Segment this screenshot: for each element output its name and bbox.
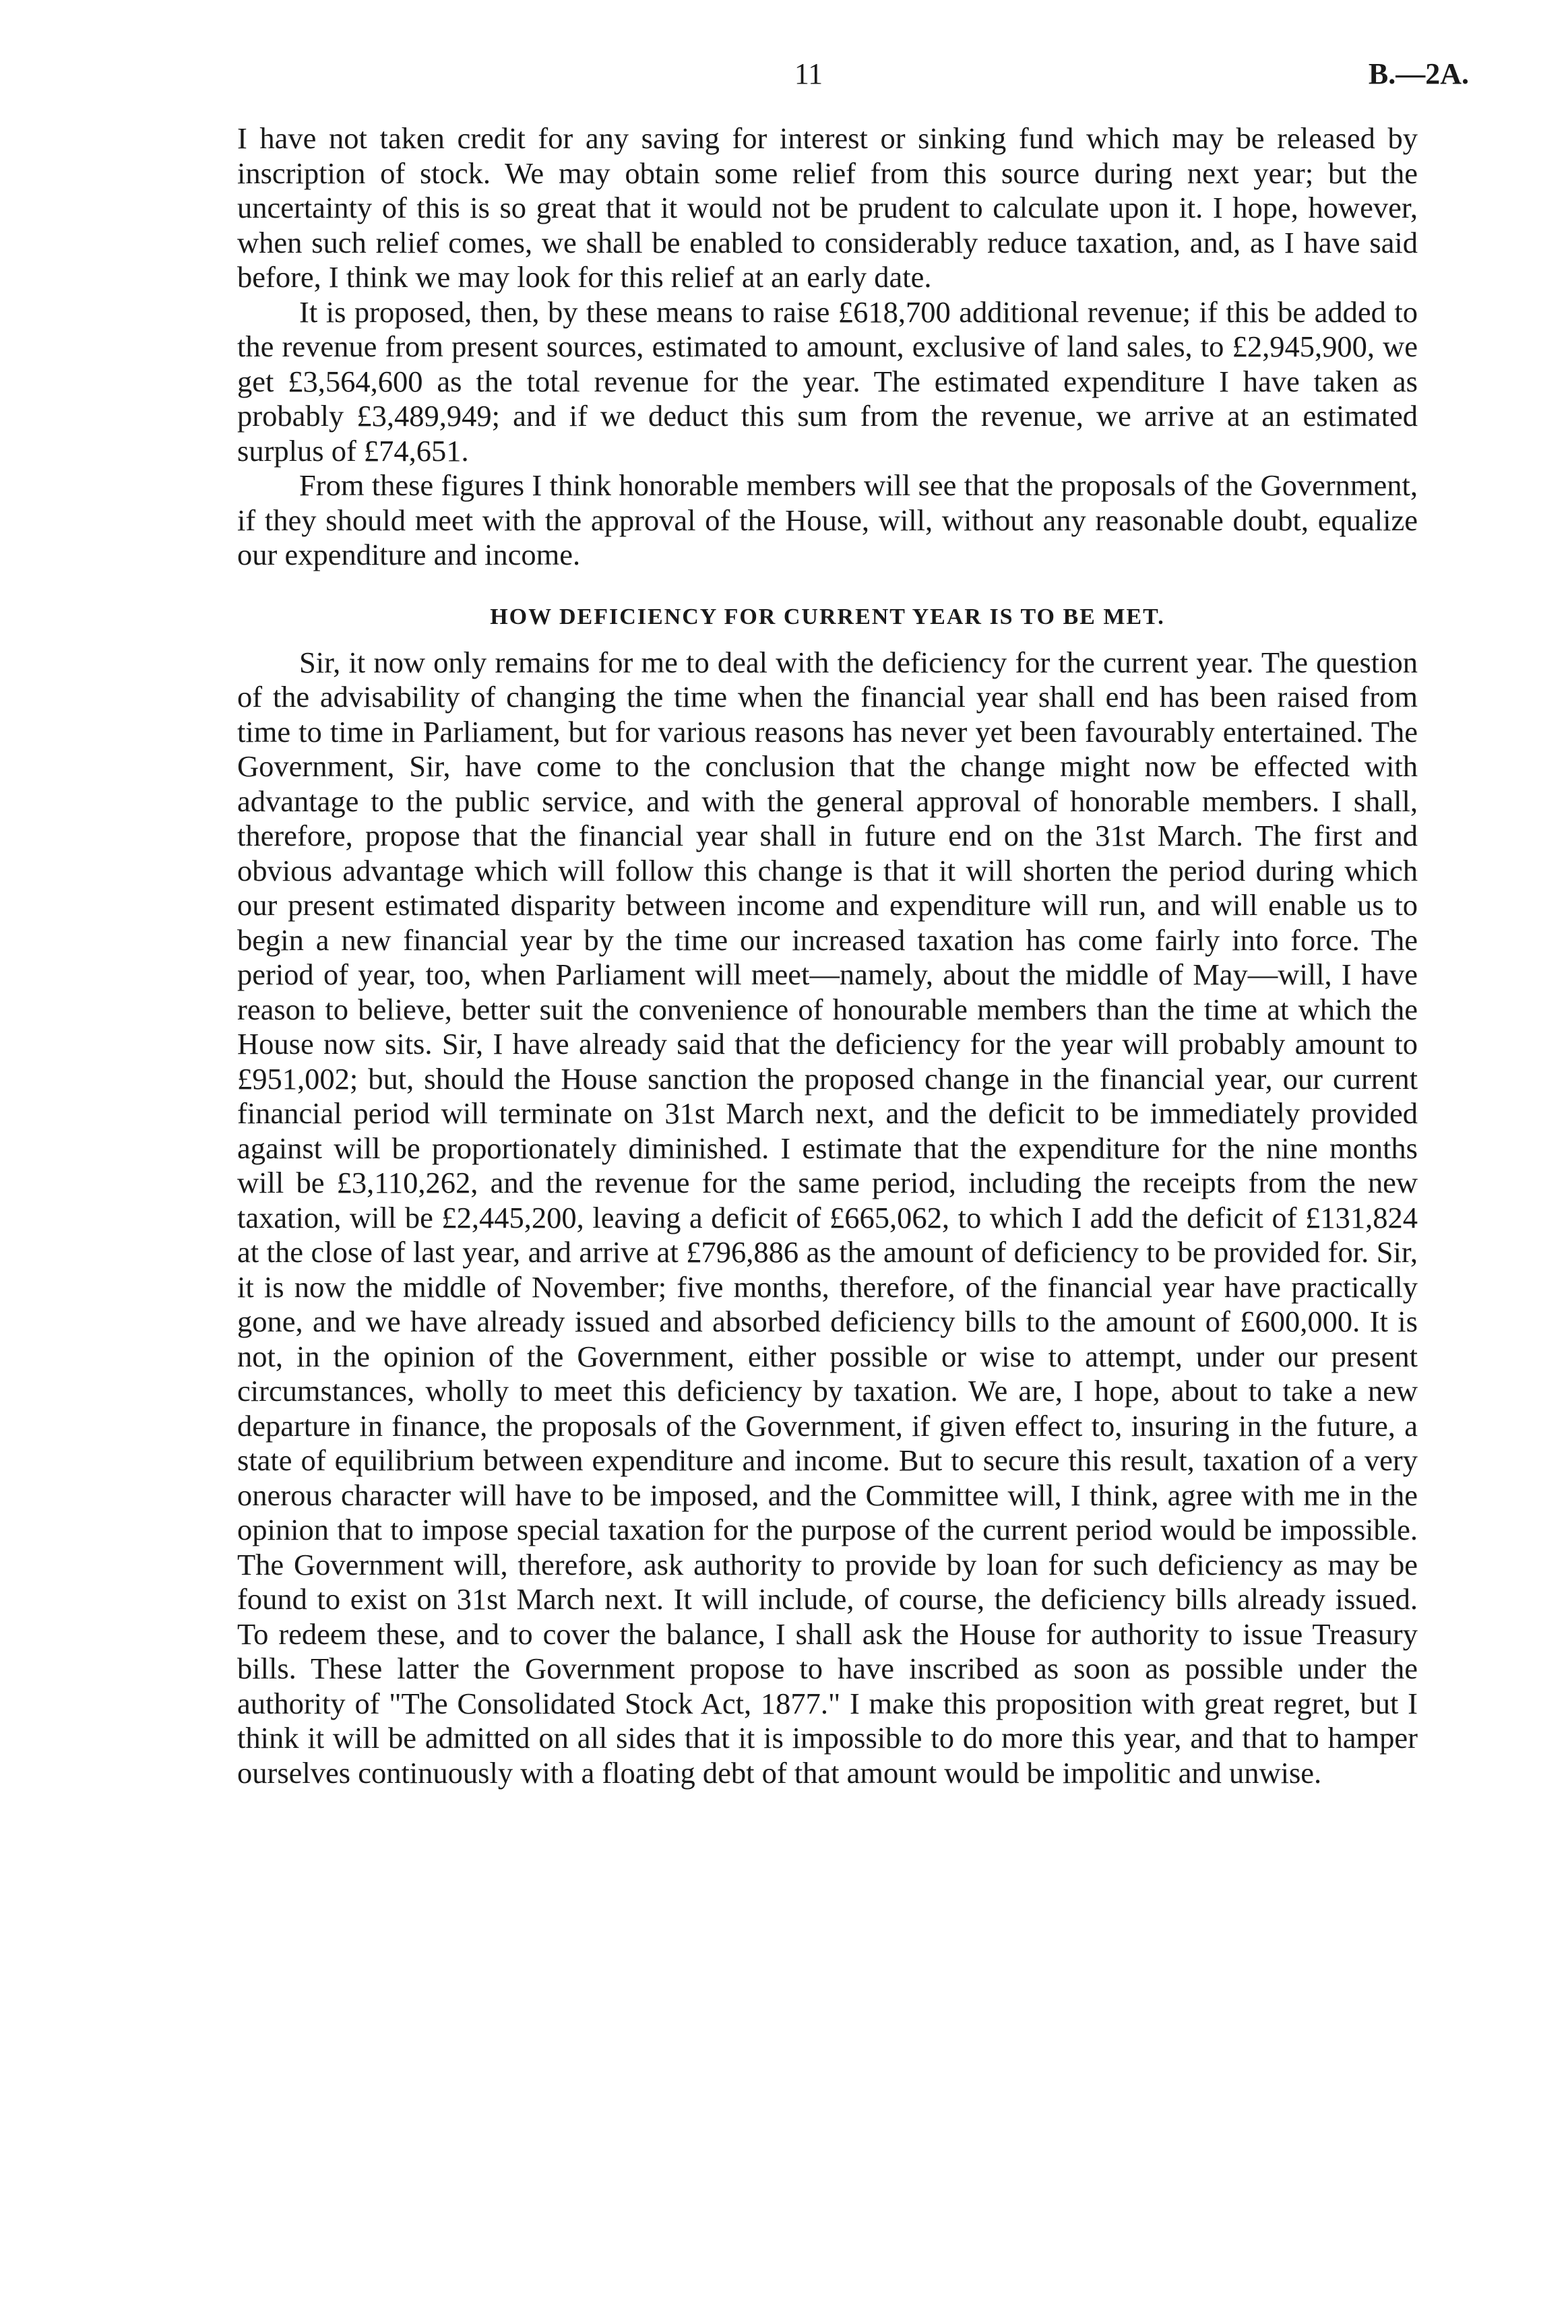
paragraph-additional-revenue: It is proposed, then, by these means to raise £618,700 additional revenue; if this be added to the revenue from present sources, estimated to amount, exclusive of land sales, to £2,945,900, we get £3,564,600 as the total revenue for the year. The estimated expenditure I have taken as probably £3,489,949; and if we deduct this sum from the revenue, we arrive at an estimated surplus of £74,651. (237, 294, 1418, 468)
paragraph-deficiency-current-year: Sir, it now only remains for me to deal with the deficiency for the current year. The question of the advisability of changing the time when the financial year shall end has been raised from time to time in Parliament, but for various reasons has never yet been favourably entertained. The Government, Sir, have come to the conclusion that the change might now be effected with advantage to the public service, and with the general approval of honorable members. I shall, therefore, propose that the financial year shall in future end on the 31st March. The first and obvious advantage which will follow this change is that it will shorten the period during which our present estimated disparity between income and expenditure will run, and will enable us to begin a new financial year by the time our increased taxation has come fairly into force. The period of year, too, when Parliament will meet—namely, about the middle of May—will, I have reason to believe, better suit the convenience of honourable members than the time at which the House now sits. Sir, I have already said that the deficiency for the year will probably amount to £951,002; but, should the House sanction the proposed change in the financial year, our current financial period will terminate on 31st March next, and the deficit to be immediately provided against will be proportionately diminished. I estimate that the expenditure for the nine months will be £3,110,262, and the revenue for the same period, including the receipts from the new taxation, will be £2,445,200, leaving a deficit of £665,062, to which I add the deficit of £131,824 at the close of last year, and arrive at £796,886 as the amount of deficiency to be provided for. Sir, it is now the middle of November; five months, therefore, of the financial year have practically gone, and we have already issued and absorbed deficiency bills to the amount of £600,000. It is not, in the opinion of the Government, either possible or wise to attempt, under our present circumstances, wholly to meet this deficiency by taxation. We are, I hope, about to take a new departure in finance, the proposals of the Government, if given effect to, insuring in the future, a state of equilibrium between expenditure and income. But to secure this result, taxation of a very onerous character will have to be imposed, and the Committee will, I think, agree with me in the opinion that to impose special taxation for the purpose of the current period would be impossible. The Government will, therefore, ask authority to provide by loan for such deficiency as may be found to exist on 31st March next. It will include, of course, the deficiency bills already issued. To redeem these, and to cover the balance, I shall ask the House for authority to issue Treasury bills. These latter the Government propose to have inscribed as soon as possible under the authority of "The Consolidated Stock Act, 1877." I make this proposition with great regret, but I think it will be admitted on all sides that it is impossible to do more this year, and that to hamper ourselves continuously with a floating debt of that amount would be impolitic and unwise. (237, 645, 1418, 1790)
body-text (237, 121, 1418, 1790)
page-number: 11 (794, 57, 823, 90)
document-reference: B.—2A. (1368, 57, 1469, 90)
paragraph-credit-saving: I have not taken credit for any saving for interest or sinking fund which may be released by inscription of stock. We may obtain some relief from this source during next year; but the uncertainty of this is so great that it would not be prudent to calculate upon it. I hope, however, when such relief comes, we shall be enabled to considerably reduce taxation, and, as I have said before, I think we may look for this relief at an early date. (237, 121, 1418, 294)
section-heading: HOW DEFICIENCY FOR CURRENT YEAR IS TO BE MET. (490, 604, 1165, 629)
paragraph-equalize-expenditure: From these figures I think honorable members will see that the proposals of the Government, if they should meet with the approval of the House, will, without any reasonable doubt, equalize our expenditure and income. (237, 468, 1418, 571)
